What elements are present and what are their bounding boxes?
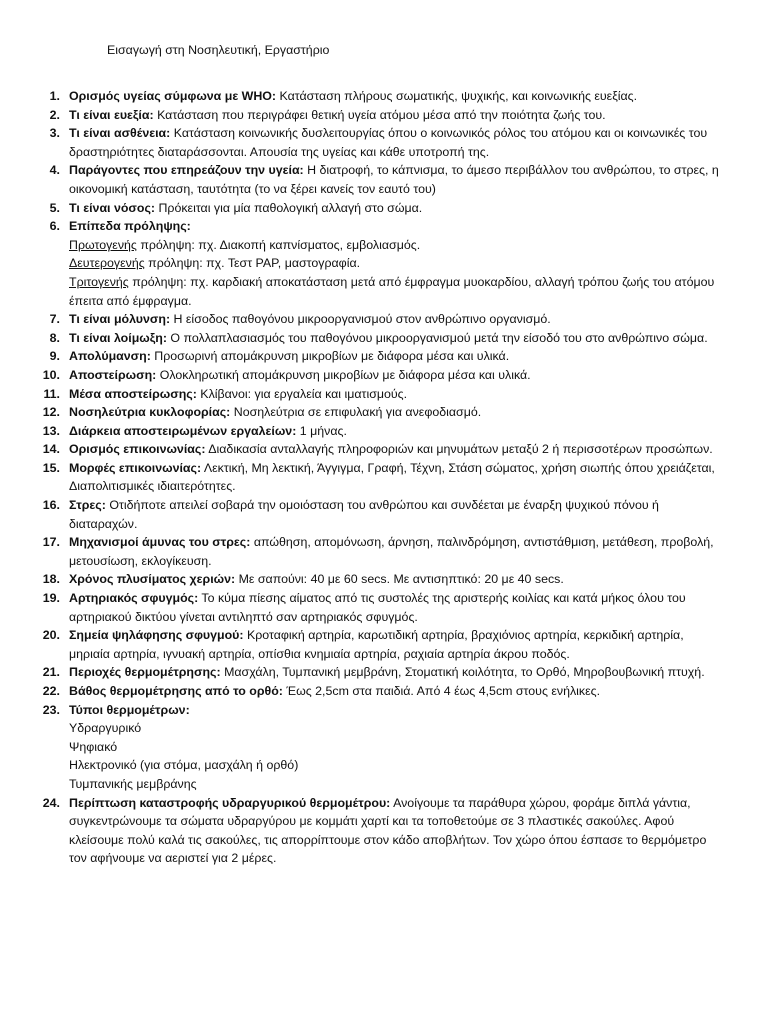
numbered-list: [22, 87, 722, 868]
list-item: [22, 440, 722, 459]
list-item: [22, 347, 722, 366]
sub-item-text: πρόληψη: πχ. Διακοπή καπνίσματος, εμβολιασμός.: [136, 237, 421, 252]
item-number: 3.: [49, 126, 60, 141]
item-text: Λεκτική, Μη λεκτική, Άγγιγμα, Γραφή, Τέχνη, Στάση σώματος, χρήση σιωπής όπου χρειάζεται, Διαπολιτισμικές ιδιαιτερότητες.: [69, 460, 715, 494]
item-term: Χρόνος πλυσίματος χεριών:: [69, 572, 236, 587]
item-text: Κροταφική αρτηρία, καρωτιδική αρτηρία, βραχιόνιος αρτηρία, κερκιδική αρτηρία, μηριαία αρτηρία, ιγνυακή αρτηρία, οπίσθια κνημιαία αρτηρία, ραχιαία αρτηρία άκρου ποδός.: [69, 628, 684, 661]
item-number: 11.: [43, 386, 60, 401]
item-text: απώθηση, απομόνωση, άρνηση, παλινδρόμηση, αντιστάθμιση, μετάθεση, προβολή, μετουσίωση, εκλογίκευση.: [69, 535, 714, 568]
item-number: 7.: [49, 312, 60, 327]
item-number: 9.: [49, 349, 60, 364]
list-item: [22, 87, 722, 106]
item-text: Μασχάλη, Τυμπανική μεμβράνη, Στοματική κοιλότητα, το Ορθό, Μηροβουβωνική πτυχή.: [220, 665, 705, 680]
item-text: Οτιδήποτε απειλεί σοβαρά την ομοιόσταση του ανθρώπου και συνδέεται με έναρξη ψυχικού πόνου ή διαταραχών.: [69, 498, 659, 531]
item-number: 2.: [49, 107, 60, 122]
item-term: Ορισμός υγείας σύμφωνα με WHO:: [69, 89, 277, 103]
list-item: [22, 403, 722, 422]
list-item: [22, 570, 722, 589]
item-term: Διάρκεια αποστειρωμένων εργαλείων:: [69, 423, 297, 438]
item-term: Παράγοντες που επηρεάζουν την υγεία:: [69, 163, 304, 178]
item-text: Το κύμα πίεσης αίματος από τις συστολές της αριστερής κοιλίας και κατά μήκος όλου του αρτηριακού δικτύου γίνεται αντιληπτό σαν αρτηριακός σφυγμός.: [69, 591, 686, 624]
item-term: Μέσα αποστείρωσης:: [69, 386, 197, 401]
list-item: [22, 329, 722, 348]
list-item: [22, 106, 722, 125]
item-term: Περίπτωση καταστροφής υδραργυρικού θερμομέτρου:: [69, 795, 391, 810]
item-text: Νοσηλεύτρια σε επιφυλακή για ανεφοδιασμό.: [230, 405, 482, 420]
item-term: Αποστείρωση:: [69, 367, 157, 382]
list-item: [22, 682, 722, 701]
item-term: Περιοχές θερμομέτρησης:: [69, 665, 221, 680]
item-text: Ολοκληρωτική απομάκρυνση μικροβίων με διάφορα μέσα και υλικά.: [156, 367, 531, 382]
item-number: 15.: [42, 460, 60, 475]
item-text: Η είσοδος παθογόνου μικροοργανισμού στον ανθρώπινο οργανισμό.: [170, 312, 551, 327]
item-term: Τι είναι μόλυνση:: [69, 312, 171, 327]
list-item: [22, 701, 722, 794]
list-item: [22, 199, 722, 218]
item-text: Πρόκειται για μία παθολογική αλλαγή στο σώμα.: [155, 200, 423, 215]
item-number: 13.: [42, 423, 60, 438]
item-number: 18.: [42, 572, 60, 587]
item-term: Αρτηριακός σφυγμός:: [69, 591, 199, 606]
item-number: 20.: [42, 628, 60, 643]
item-text: Έως 2,5cm στα παιδιά. Από 4 έως 4,5cm στους ενήλικες.: [282, 684, 601, 698]
item-number: 6.: [49, 219, 60, 234]
item-term: Τι είναι ασθένεια:: [69, 126, 171, 141]
item-text: Κατάσταση κοινωνικής δυσλειτουργίας όπου ο κοινωνικός ρόλος του ατόμου και οι κοινωνικές του δραστηριότητες διαταράσσονται. Απουσία της υγείας και κάθε υποτροπή της.: [69, 126, 708, 159]
list-item: [22, 459, 722, 496]
item-text: Κατάσταση που περιγράφει θετική υγεία ατόμου μέσα από την ποιότητα ζωής του.: [153, 107, 606, 122]
item-term: Απολύμανση:: [69, 349, 151, 364]
list-item: [22, 496, 722, 533]
list-item: [22, 422, 722, 441]
item-number: 14.: [42, 442, 60, 457]
item-text: Κατάσταση πλήρους σωματικής, ψυχικής, και κοινωνικής ευεξίας.: [276, 89, 638, 103]
sub-item: [69, 273, 722, 310]
sub-item-text: πρόληψη: πχ. καρδιακή αποκατάσταση μετά από έμφραγμα μυοκαρδίου, αλλαγή τρόπου ζωής του ατόμου έπειτα από έμφραγμα.: [69, 274, 715, 308]
list-item: [22, 533, 722, 570]
item-term: Τι είναι νόσος:: [69, 200, 156, 215]
thermometer-type: Υδραργυρικό: [69, 721, 142, 736]
item-text: 1 μήνας.: [296, 423, 347, 438]
item-number: 4.: [49, 163, 60, 178]
item-term: Επίπεδα πρόληψης:: [69, 219, 191, 234]
item-number: 16.: [42, 498, 60, 513]
item-number: 10.: [42, 367, 60, 382]
item-text: Ανοίγουμε τα παράθυρα χώρου, φοράμε διπλά γάντια, συγκεντρώνουμε τα σώματα υδραργύρου με κομμάτι χαρτί και τα τοποθετούμε σε 3 πλαστικές σακούλες. Αφού κλείσουμε πολύ καλά τις σακούλες, τις απορρίπτουμε στον κάδο αποβλήτων. Τον χώρο όπου έσπασε το θερμόμετρο τον αφήνουμε να αεριστεί για 2 μέρες.: [69, 795, 707, 866]
list-item: [22, 626, 722, 663]
item-number: 23.: [42, 702, 60, 717]
item-number: 22.: [42, 684, 60, 698]
item-number: 12.: [42, 405, 60, 420]
list-item: [22, 310, 722, 329]
item-term: Ορισμός επικοινωνίας:: [69, 442, 206, 457]
item-number: 17.: [42, 535, 60, 550]
sub-item-text: πρόληψη: πχ. Τεστ PAP, μαστογραφία.: [144, 256, 361, 271]
item-term: Στρες:: [69, 498, 106, 513]
item-number: 5.: [49, 200, 60, 215]
thermometer-type: Τυμπανικής μεμβράνης: [69, 776, 197, 791]
item-number: 1.: [49, 89, 60, 103]
list-item: [22, 385, 722, 404]
list-item: [22, 663, 722, 682]
item-text: Η διατροφή, το κάπνισμα, το άμεσο περιβάλλον του ανθρώπου, το στρες, η οικονομική κατάσταση, ταυτότητα (το να ξέρει κανείς τον εαυτό του): [69, 163, 719, 196]
item-term: Τι είναι λοίμωξη:: [69, 330, 167, 345]
item-number: 21.: [42, 665, 60, 680]
item-number: 8.: [49, 330, 60, 345]
item-text: Διαδικασία ανταλλαγής πληροφοριών και μηνυμάτων μεταξύ 2 ή περισσοτέρων προσώπων.: [205, 442, 713, 457]
list-item: [22, 124, 722, 161]
item-text: Κλίβανοι: για εργαλεία και ιματισμούς.: [196, 386, 408, 401]
sub-item: [69, 254, 722, 273]
list-item: [22, 161, 722, 198]
item-text: Ο πολλαπλασιασμός του παθογόνου μικροοργανισμού μετά την είσοδό του στο ανθρώπινο σώμα.: [166, 330, 708, 345]
item-text: Με σαπούνι: 40 με 60 secs. Με αντισηπτικό: 20 με 40 secs.: [235, 572, 564, 587]
item-term: Σημεία ψηλάφησης σφυγμού:: [69, 628, 244, 643]
document-title: Εισαγωγή στη Νοσηλευτική, Εργαστήριο: [107, 43, 330, 57]
thermometer-type: Ηλεκτρονικό (για στόμα, μασχάλη ή ορθό): [69, 758, 299, 773]
sub-item-term: Τριτογενής: [69, 274, 129, 289]
list-item: [22, 217, 722, 310]
item-term: Τύποι θερμομέτρων:: [69, 702, 190, 717]
item-term: Βάθος θερμομέτρησης από το ορθό:: [69, 684, 283, 698]
list-item: [22, 366, 722, 385]
item-number: 19.: [42, 591, 60, 606]
item-term: Νοσηλεύτρια κυκλοφορίας:: [69, 405, 231, 420]
sub-item: [69, 236, 722, 255]
list-item: [22, 589, 722, 626]
sub-item-term: Δευτερογενής: [69, 256, 145, 271]
item-term: Τι είναι ευεξία:: [69, 107, 154, 122]
list-item: [22, 794, 722, 868]
item-term: Μηχανισμοί άμυνας του στρες:: [69, 535, 251, 550]
thermometer-type: Ψηφιακό: [69, 739, 118, 754]
sub-item-term: Πρωτογενής: [69, 237, 137, 252]
item-number: 24.: [42, 795, 60, 810]
item-text: Προσωρινή απομάκρυνση μικροβίων με διάφορα μέσα και υλικά.: [150, 349, 510, 364]
item-term: Μορφές επικοινωνίας:: [69, 460, 202, 475]
